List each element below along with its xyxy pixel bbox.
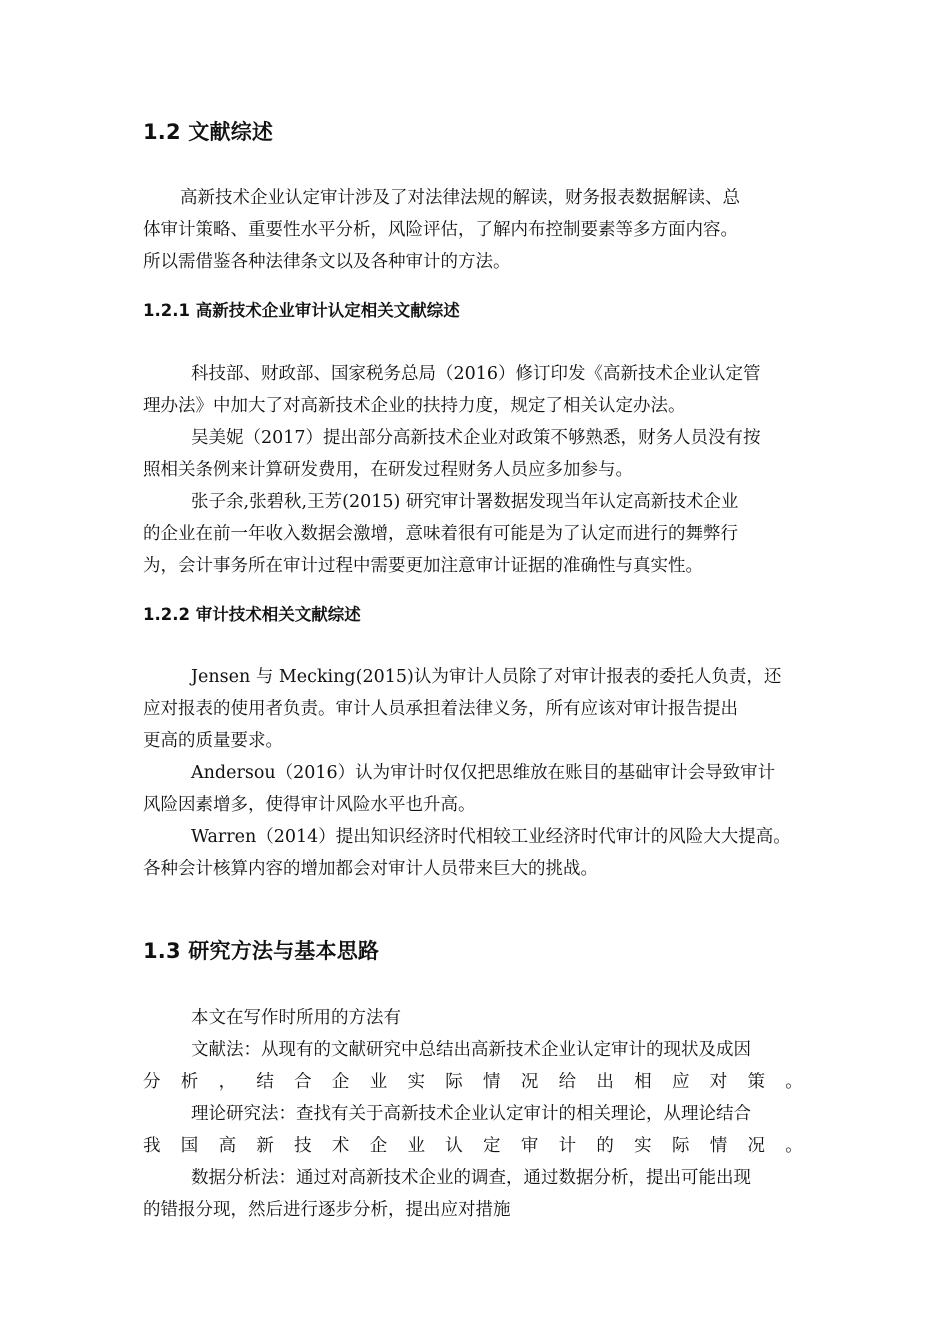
char: 业: [369, 1072, 388, 1092]
method-literature-line-2: [143, 1066, 803, 1098]
char: 新: [256, 1136, 274, 1156]
paragraph-line: 照相关条例来计算研发费用，在研发过程财务人员应多加参与。: [143, 460, 633, 480]
char: 实: [634, 1136, 652, 1156]
paragraph-line: 张子余,张碧秋,王芳(2015) 研究审计署数据发现当年认定高新技术企业: [191, 492, 739, 512]
char: 审: [520, 1136, 539, 1156]
paragraph-line: 的企业在前一年收入数据会激增，意味着很有可能是为了认定而进行的舞弊行: [143, 524, 738, 544]
char: 计: [558, 1136, 577, 1156]
paragraph-line: Jensen 与 Mecking(2015)认为审计人员除了对审计报表的委托人负责，还: [191, 667, 782, 687]
paragraph-line: 为，会计事务所在审计过程中需要更加注意审计证据的准确性与真实性。: [143, 556, 703, 576]
method-theory-line-1: 理论研究法：查找有关于高新技术企业认定审计的相关理论，从理论结合: [191, 1104, 751, 1124]
char: 的: [596, 1136, 614, 1156]
paragraph-line: Warren（2014）提出知识经济时代相较工业经济时代审计的风险大大提高。: [191, 827, 791, 847]
char: 认: [445, 1136, 463, 1156]
paragraph-line: Andersou（2016）认为审计时仅仅把思维放在账目的基础审计会导致审计: [191, 763, 776, 783]
char: 分: [143, 1072, 161, 1092]
method-data-analysis-line-2: 的错报分现，然后进行逐步分析，提出应对措施: [143, 1200, 511, 1220]
char: 业: [407, 1136, 425, 1156]
subsection-heading-1-2-2: 1.2.2 审计技术相关文献综述: [143, 605, 361, 624]
intro-line-1: 高新技术企业认定审计涉及了对法律法规的解读，财务报表数据解读、总: [180, 188, 740, 208]
paragraph-line: 风险因素增多，使得审计风险水平也升高。: [143, 795, 476, 815]
char: 策: [747, 1072, 765, 1092]
char: 情: [483, 1072, 501, 1092]
char: 给: [558, 1072, 577, 1092]
char: 应: [671, 1072, 690, 1092]
paragraph-line: 理办法》中加大了对高新技术企业的扶持力度，规定了相关认定办法。: [143, 396, 686, 416]
char: 。: [785, 1072, 803, 1092]
char: 国: [180, 1136, 199, 1156]
char: 合: [294, 1072, 312, 1092]
char: 。: [785, 1136, 803, 1156]
method-literature-line-1: 文献法：从现有的文献研究中总结出高新技术企业认定审计的现状及成因: [191, 1040, 751, 1060]
char: 际: [671, 1136, 690, 1156]
char: 相: [634, 1072, 652, 1092]
intro-line-2: 体审计策略、重要性水平分析，风险评估，了解内布控制要素等多方面内容。: [143, 220, 738, 240]
paragraph-line: 科技部、财政部、国家税务总局（2016）修订印发《高新技术企业认定管: [191, 364, 761, 384]
paragraph-line: 各种会计核算内容的增加都会对审计人员带来巨大的挑战。: [143, 859, 598, 879]
char: 况: [520, 1072, 539, 1092]
section-heading-1-2: 1.2 文献综述: [143, 120, 274, 144]
char: 对: [709, 1072, 728, 1092]
char: 际: [445, 1072, 463, 1092]
char: 企: [331, 1072, 350, 1092]
section-heading-1-3: 1.3 研究方法与基本思路: [143, 939, 380, 963]
char: 术: [331, 1136, 350, 1156]
char: ，: [218, 1072, 237, 1092]
char: 析: [180, 1072, 199, 1092]
char: 企: [369, 1136, 388, 1156]
char: 定: [483, 1136, 501, 1156]
paragraph-line: 吴美妮（2017）提出部分高新技术企业对政策不够熟悉，财务人员没有按: [191, 428, 761, 448]
paragraph-line: 更高的质量要求。: [143, 731, 283, 751]
methods-intro: 本文在写作时所用的方法有: [191, 1008, 401, 1028]
char: 实: [407, 1072, 425, 1092]
char: 技: [294, 1136, 312, 1156]
char: 情: [709, 1136, 728, 1156]
paragraph-line: 应对报表的使用者负责。审计人员承担着法律义务，所有应该对审计报告提出: [143, 699, 738, 719]
char: 高: [218, 1136, 237, 1156]
intro-line-3: 所以需借鉴各种法律条文以及各种审计的方法。: [143, 252, 511, 272]
char: 况: [747, 1136, 765, 1156]
method-data-analysis-line-1: 数据分析法：通过对高新技术企业的调查，通过数据分析，提出可能出现: [191, 1168, 751, 1188]
subsection-heading-1-2-1: 1.2.1 高新技术企业审计认定相关文献综述: [143, 301, 460, 320]
char: 我: [143, 1136, 161, 1156]
method-theory-line-2: [143, 1130, 803, 1162]
char: 结: [256, 1072, 274, 1092]
char: 出: [596, 1072, 614, 1092]
